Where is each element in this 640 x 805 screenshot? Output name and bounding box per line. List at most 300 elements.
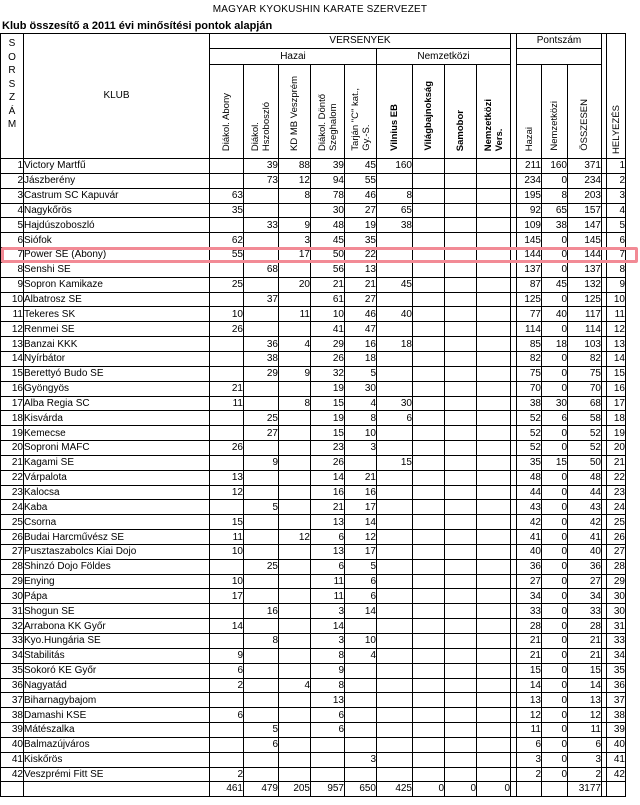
event-points (445, 767, 477, 782)
points-cell: 0 (542, 530, 568, 545)
event-points (377, 723, 413, 738)
event-points (413, 574, 445, 589)
header-nemzetkozi: Nemzetközi (377, 49, 511, 65)
event-points: 21 (311, 277, 345, 292)
event-points (244, 544, 279, 559)
event-points (345, 455, 377, 470)
event-points (413, 470, 445, 485)
table-row (1, 441, 626, 456)
event-points (413, 292, 445, 307)
event-points: 160 (377, 159, 413, 174)
event-points (244, 485, 279, 500)
event-points (445, 411, 477, 426)
event-points (413, 648, 445, 663)
event-points: 3 (345, 752, 377, 767)
event-points (210, 559, 244, 574)
event-points (279, 411, 311, 426)
points-cell: 13 (517, 693, 542, 708)
points-cell: 114 (568, 322, 602, 337)
points-cell: 0 (542, 693, 568, 708)
club-name: Pápa (24, 589, 210, 604)
club-name: Nagykőrös (24, 203, 210, 218)
table-row (1, 767, 626, 782)
event-points (244, 248, 279, 263)
event-points (244, 470, 279, 485)
rank-cell: 30 (607, 604, 626, 619)
event-points: 37 (244, 292, 279, 307)
rank-cell: 23 (607, 485, 626, 500)
event-points: 8 (279, 188, 311, 203)
event-points: 21 (210, 381, 244, 396)
event-points (244, 619, 279, 634)
event-points (413, 455, 445, 470)
event-points (279, 723, 311, 738)
row-number: 38 (1, 708, 24, 723)
points-cell: 0 (542, 604, 568, 619)
event-points (210, 366, 244, 381)
points-cell: 195 (517, 188, 542, 203)
organization-title: MAGYAR KYOKUSHIN KARATE SZERVEZET (212, 4, 428, 15)
points-cell: 48 (568, 470, 602, 485)
event-points (477, 500, 511, 515)
event-points: 62 (210, 233, 244, 248)
points-cell: 41 (568, 530, 602, 545)
club-name: Kemecse (24, 426, 210, 441)
points-cell: 75 (568, 366, 602, 381)
points-cell: 3 (568, 752, 602, 767)
points-cell: 43 (568, 500, 602, 515)
event-points (445, 737, 477, 752)
event-points: 9 (210, 648, 244, 663)
points-cell: 137 (568, 262, 602, 277)
points-cell: 114 (517, 322, 542, 337)
event-points (445, 544, 477, 559)
row-number: 35 (1, 663, 24, 678)
event-points (413, 411, 445, 426)
event-points: 38 (244, 351, 279, 366)
event-points: 39 (311, 159, 345, 174)
event-points (413, 515, 445, 530)
event-points (279, 693, 311, 708)
event-points (477, 411, 511, 426)
event-points (377, 737, 413, 752)
event-points (413, 767, 445, 782)
points-cell: 14 (517, 678, 542, 693)
rank-cell: 2 (607, 173, 626, 188)
event-points (477, 218, 511, 233)
club-name: Shogun SE (24, 604, 210, 619)
points-label: ÖSSZESEN (579, 99, 590, 151)
row-number: 5 (1, 218, 24, 233)
header-event-2 (244, 65, 279, 159)
event-points (244, 381, 279, 396)
event-points (279, 292, 311, 307)
event-points (445, 515, 477, 530)
points-cell: 82 (517, 351, 542, 366)
table-row (1, 307, 626, 322)
points-cell: 203 (568, 188, 602, 203)
table-row (1, 634, 626, 649)
event-points (244, 574, 279, 589)
club-name: Várpalota (24, 470, 210, 485)
event-points (377, 574, 413, 589)
event-points (477, 351, 511, 366)
event-points (413, 322, 445, 337)
event-points (244, 752, 279, 767)
event-points (244, 693, 279, 708)
totals-blank (607, 782, 626, 797)
event-points: 8 (279, 396, 311, 411)
points-cell: 0 (542, 574, 568, 589)
event-points (377, 233, 413, 248)
club-name: Kalocsa (24, 485, 210, 500)
event-points (445, 396, 477, 411)
table-row (1, 248, 626, 263)
club-name: Nagyatád (24, 678, 210, 693)
points-cell: 0 (542, 648, 568, 663)
points-cell: 52 (568, 426, 602, 441)
event-points: 19 (311, 411, 345, 426)
event-points (244, 678, 279, 693)
event-points (477, 292, 511, 307)
table-row (1, 277, 626, 292)
club-name: Kisvárda (24, 411, 210, 426)
event-total: 0 (477, 782, 511, 797)
event-points (377, 381, 413, 396)
event-points: 13 (210, 470, 244, 485)
event-points: 40 (377, 307, 413, 322)
points-cell: 45 (542, 277, 568, 292)
rank-cell: 30 (607, 589, 626, 604)
event-points: 30 (377, 396, 413, 411)
points-cell: 6 (542, 411, 568, 426)
table-row (1, 411, 626, 426)
event-points (413, 218, 445, 233)
event-points (377, 544, 413, 559)
event-points (279, 203, 311, 218)
event-points: 11 (210, 396, 244, 411)
event-points: 25 (244, 411, 279, 426)
event-points (477, 723, 511, 738)
event-points (279, 559, 311, 574)
header-hazai: Hazai (210, 49, 377, 65)
event-points (413, 500, 445, 515)
event-points (413, 485, 445, 500)
points-cell: 371 (568, 159, 602, 174)
rank-cell: 4 (607, 203, 626, 218)
points-cell: 14 (568, 678, 602, 693)
event-total: 461 (210, 782, 244, 797)
rank-cell: 42 (607, 767, 626, 782)
event-points (279, 441, 311, 456)
row-number: 4 (1, 203, 24, 218)
club-name: Nyírbátor (24, 351, 210, 366)
event-label: Diákol. Döntő Szeghalom (316, 93, 339, 151)
points-cell: 137 (517, 262, 542, 277)
rank-cell: 26 (607, 530, 626, 545)
event-points (445, 218, 477, 233)
event-points (279, 708, 311, 723)
event-points: 65 (377, 203, 413, 218)
event-points: 10 (311, 307, 345, 322)
event-points (413, 233, 445, 248)
points-cell: 0 (542, 381, 568, 396)
points-cell: 38 (517, 396, 542, 411)
event-points (445, 693, 477, 708)
event-points (377, 366, 413, 381)
event-points (210, 173, 244, 188)
event-points (210, 262, 244, 277)
rank-cell: 34 (607, 648, 626, 663)
points-cell: 0 (542, 233, 568, 248)
event-points (445, 381, 477, 396)
row-number: 3 (1, 188, 24, 203)
table-row (1, 604, 626, 619)
event-points (244, 530, 279, 545)
event-points: 29 (311, 337, 345, 352)
event-points: 21 (345, 470, 377, 485)
points-cell: 0 (542, 515, 568, 530)
rank-cell: 5 (607, 218, 626, 233)
row-number: 21 (1, 455, 24, 470)
club-name: Kagami SE (24, 455, 210, 470)
event-points: 2 (210, 767, 244, 782)
event-points (345, 663, 377, 678)
row-number: 27 (1, 544, 24, 559)
table-row (1, 485, 626, 500)
event-points (413, 351, 445, 366)
points-cell: 42 (517, 515, 542, 530)
event-points: 8 (377, 188, 413, 203)
event-points (413, 262, 445, 277)
club-name: Victory Martfű (24, 159, 210, 174)
club-name: Biharnagybajom (24, 693, 210, 708)
event-points (413, 708, 445, 723)
row-number: 13 (1, 337, 24, 352)
event-total: 650 (345, 782, 377, 797)
event-points: 8 (244, 634, 279, 649)
club-name: Tekeres SK (24, 307, 210, 322)
event-points: 2 (210, 678, 244, 693)
event-points: 39 (244, 159, 279, 174)
event-points (477, 426, 511, 441)
totals-blank (24, 782, 210, 797)
event-points: 56 (311, 262, 345, 277)
event-points (377, 619, 413, 634)
points-cell: 41 (517, 530, 542, 545)
table-row (1, 619, 626, 634)
points-cell: 234 (568, 173, 602, 188)
rank-cell: 10 (607, 292, 626, 307)
rank-cell: 35 (607, 663, 626, 678)
points-cell: 2 (568, 767, 602, 782)
event-points: 13 (311, 515, 345, 530)
table-row (1, 322, 626, 337)
event-points: 8 (345, 411, 377, 426)
event-points: 15 (377, 455, 413, 470)
event-points (413, 203, 445, 218)
table-row (1, 530, 626, 545)
event-points (413, 277, 445, 292)
table-row (1, 351, 626, 366)
table-row (1, 396, 626, 411)
event-points: 22 (345, 248, 377, 263)
points-cell: 15 (517, 663, 542, 678)
event-points (244, 589, 279, 604)
table-row (1, 500, 626, 515)
rank-cell: 21 (607, 455, 626, 470)
event-points (477, 678, 511, 693)
event-points (445, 292, 477, 307)
event-points (377, 500, 413, 515)
event-points (413, 752, 445, 767)
event-points: 4 (279, 337, 311, 352)
event-points (377, 634, 413, 649)
points-cell: 145 (568, 233, 602, 248)
points-cell: 117 (568, 307, 602, 322)
event-points (413, 159, 445, 174)
event-points: 11 (210, 530, 244, 545)
points-cell: 44 (568, 485, 602, 500)
event-points (413, 426, 445, 441)
header-versenyek: VERSENYEK (210, 34, 511, 49)
event-points (477, 648, 511, 663)
points-cell: 0 (542, 752, 568, 767)
row-number: 20 (1, 441, 24, 456)
event-points (477, 233, 511, 248)
event-points (279, 663, 311, 678)
event-points: 19 (311, 381, 345, 396)
event-points (244, 767, 279, 782)
row-number: 17 (1, 396, 24, 411)
event-points: 15 (311, 426, 345, 441)
event-points (311, 752, 345, 767)
event-points: 16 (311, 485, 345, 500)
event-points (311, 767, 345, 782)
event-points (244, 396, 279, 411)
event-points (445, 663, 477, 678)
event-points: 6 (345, 574, 377, 589)
row-number: 7 (1, 248, 24, 263)
header-event-6 (377, 65, 413, 159)
event-points: 20 (279, 277, 311, 292)
event-points (445, 619, 477, 634)
header-event-1 (210, 65, 244, 159)
row-number: 2 (1, 173, 24, 188)
rank-cell: 1 (607, 159, 626, 174)
event-points: 47 (345, 322, 377, 337)
rank-cell: 11 (607, 307, 626, 322)
table-row (1, 218, 626, 233)
points-cell: 77 (517, 307, 542, 322)
points-cell: 34 (517, 589, 542, 604)
event-points (445, 262, 477, 277)
event-points: 14 (345, 515, 377, 530)
event-points (377, 708, 413, 723)
event-points: 45 (311, 233, 345, 248)
points-cell: 65 (542, 203, 568, 218)
event-points (445, 648, 477, 663)
rank-cell: 16 (607, 381, 626, 396)
event-points (377, 322, 413, 337)
club-name: Shinzó Dojo Földes (24, 559, 210, 574)
event-points: 25 (244, 559, 279, 574)
points-cell: 132 (568, 277, 602, 292)
event-points (210, 737, 244, 752)
event-points (210, 693, 244, 708)
club-name: Csorna (24, 515, 210, 530)
event-points: 10 (210, 574, 244, 589)
club-name: Stabilitás (24, 648, 210, 663)
row-number: 11 (1, 307, 24, 322)
event-points: 10 (210, 544, 244, 559)
points-cell: 144 (517, 248, 542, 263)
event-points (477, 530, 511, 545)
event-points: 18 (345, 351, 377, 366)
event-points (377, 559, 413, 574)
event-points (244, 233, 279, 248)
event-points (244, 441, 279, 456)
event-total: 479 (244, 782, 279, 797)
event-points (477, 337, 511, 352)
row-number: 42 (1, 767, 24, 782)
club-name: Soproni MAFC (24, 441, 210, 456)
event-points (377, 441, 413, 456)
event-points: 16 (345, 337, 377, 352)
rank-cell: 12 (607, 322, 626, 337)
event-points: 4 (279, 678, 311, 693)
event-total: 0 (413, 782, 445, 797)
event-points: 6 (311, 708, 345, 723)
points-cell: 3 (517, 752, 542, 767)
row-number: 1 (1, 159, 24, 174)
club-name: Arrabona KK Győr (24, 619, 210, 634)
event-points: 45 (345, 159, 377, 174)
points-cell: 0 (542, 559, 568, 574)
event-points (377, 530, 413, 545)
rank-cell: 31 (607, 619, 626, 634)
points-cell: 234 (517, 173, 542, 188)
table-row (1, 678, 626, 693)
event-points: 17 (279, 248, 311, 263)
points-cell: 0 (542, 292, 568, 307)
header-points-2 (542, 65, 568, 159)
points-cell: 0 (542, 663, 568, 678)
rank-cell: 22 (607, 470, 626, 485)
event-points (445, 337, 477, 352)
event-points: 30 (345, 381, 377, 396)
row-number: 37 (1, 693, 24, 708)
event-points: 10 (345, 426, 377, 441)
event-points: 15 (311, 396, 345, 411)
points-cell: 0 (542, 500, 568, 515)
event-points: 46 (345, 307, 377, 322)
points-cell: 13 (568, 693, 602, 708)
points-cell: 0 (542, 262, 568, 277)
event-points (477, 574, 511, 589)
event-points (210, 500, 244, 515)
event-points (244, 322, 279, 337)
points-cell: 33 (517, 604, 542, 619)
points-cell: 52 (568, 441, 602, 456)
table-row (1, 262, 626, 277)
table-row (1, 648, 626, 663)
points-cell: 8 (542, 188, 568, 203)
event-points (377, 663, 413, 678)
event-points: 5 (345, 366, 377, 381)
event-points: 6 (210, 663, 244, 678)
points-cell: 0 (542, 485, 568, 500)
